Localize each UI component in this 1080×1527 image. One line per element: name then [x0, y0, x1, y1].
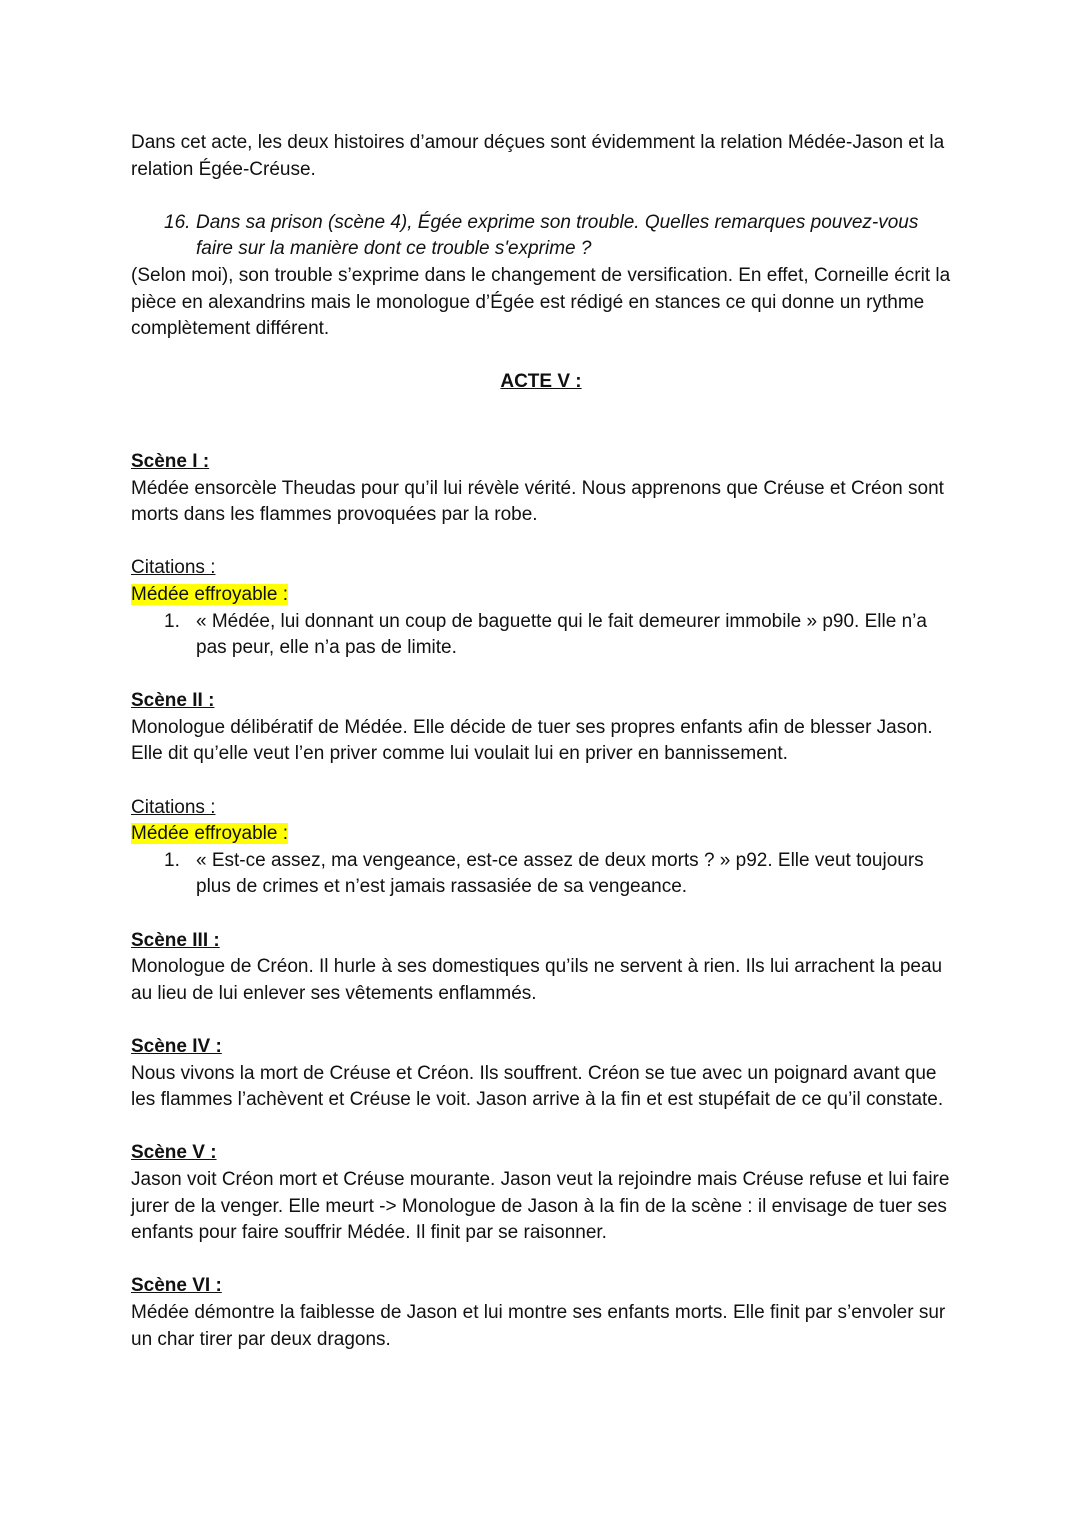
scene-4-text: Nous vivons la mort de Créuse et Créon. Ils souffrent. Créon se tue avec un poignard avant que les flammes l’achèvent et Créuse le voit. Jason arrive à la fin et est stupéfait de ce qu’il constate.: [131, 1062, 944, 1111]
scene-1-highlight-label: Médée effroyable :: [131, 583, 289, 605]
scene-2-citation: [164, 848, 951, 901]
citation-text: « Médée, lui donnant un coup de baguette qui le fait demeurer immobile » p90. Elle n’a pas peur, elle n’a pas de limite.: [196, 610, 927, 659]
scene-1-citations-label: Citations :: [131, 557, 216, 579]
scene-2-title: Scène II :: [131, 690, 215, 712]
question-number: 16.: [164, 211, 191, 233]
question-16: [164, 210, 951, 263]
scene-4-title: Scène IV :: [131, 1036, 222, 1057]
scene-2-citations-label: Citations :: [131, 796, 216, 818]
citation-text: « Est-ce assez, ma vengeance, est-ce assez de deux morts ? » p92. Elle veut toujours plus de crimes et n’est jamais rassasiée de sa vengeance.: [196, 849, 924, 898]
citation-number: 1.: [164, 610, 180, 632]
scene-2-text: Monologue délibératif de Médée. Elle décide de tuer ses propres enfants afin de blesser Jason. Elle dit qu’elle veut l’en priver comme lui voulait lui en priver en bannissement.: [131, 716, 933, 765]
document-page: [131, 130, 951, 1353]
scene-1-citation: [164, 609, 951, 662]
scene-1-title: Scène I :: [131, 450, 210, 472]
scene-6-text: Médée démontre la faiblesse de Jason et lui montre ses enfants morts. Elle finit par s’envoler sur un char tirer par deux dragons.: [131, 1301, 946, 1350]
scene-3-title: Scène III :: [131, 929, 220, 951]
scene-6-title: Scène VI :: [131, 1275, 222, 1297]
scene-3-text: Monologue de Créon. Il hurle à ses domestiques qu’ils ne servent à rien. Ils lui arrachent la peau au lieu de lui enlever ses vêtements enflammés.: [131, 956, 943, 1004]
scene-5-text: Jason voit Créon mort et Créuse mourante. Jason veut la rejoindre mais Créuse refuse et lui faire jurer de la venger. Elle meurt -> Monologue de Jason à la fin de la scène : il envisage de tuer ses enfants pour faire souffrir Médée. Il finit par se raisonner.: [131, 1168, 950, 1244]
intro-paragraph: Dans cet acte, les deux histoires d’amour déçues sont évidemment la relation Médée-Jason et la relation Égée-Créuse.: [131, 132, 945, 180]
acte-title: ACTE V :: [500, 371, 582, 393]
scene-2-highlight-label: Médée effroyable :: [131, 823, 289, 845]
citation-number: 1.: [164, 849, 180, 871]
scene-5-title: Scène V :: [131, 1142, 217, 1164]
question-text: Dans sa prison (scène 4), Égée exprime son trouble. Quelles remarques pouvez-vous faire sur la manière dont ce trouble s'exprime ?: [196, 211, 919, 260]
scene-1-text: Médée ensorcèle Theudas pour qu’il lui révèle vérité. Nous apprenons que Créuse et Créon sont morts dans les flammes provoquées par la robe.: [131, 477, 944, 526]
question-16-answer: (Selon moi), son trouble s’exprime dans le changement de versification. En effet, Corneille écrit la pièce en alexandrins mais le monologue d’Égée est rédigé en stances ce qui donne un rythme complètement différent.: [131, 264, 951, 340]
